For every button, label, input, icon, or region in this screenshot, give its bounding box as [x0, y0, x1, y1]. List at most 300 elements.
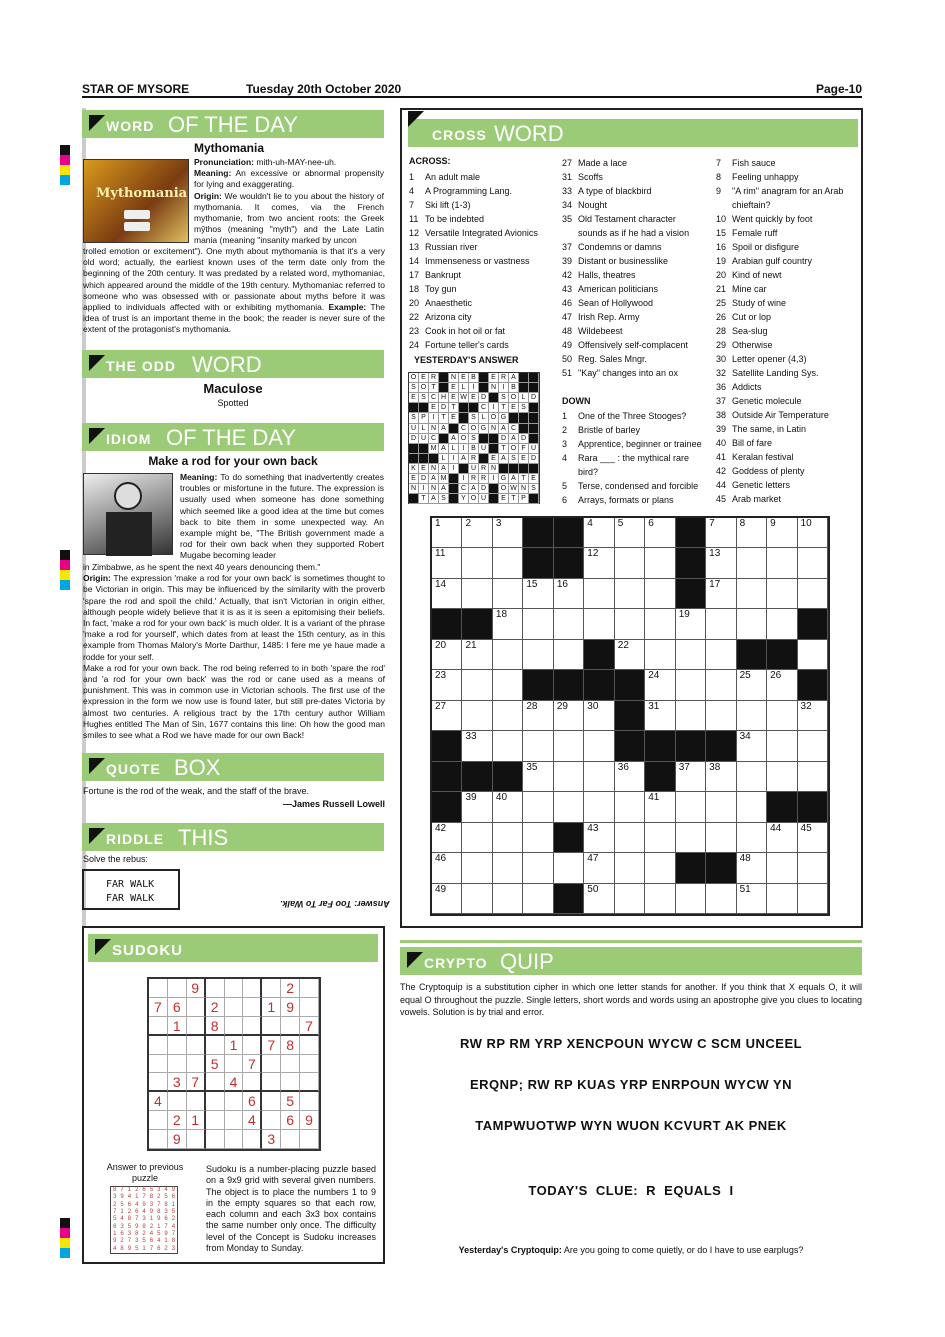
- sudoku-cell[interactable]: [225, 1111, 244, 1130]
- crossword-cell[interactable]: [676, 640, 706, 670]
- crossword-block: [584, 640, 614, 670]
- sudoku-cell[interactable]: [149, 1017, 168, 1036]
- crossword-cell[interactable]: [798, 548, 828, 578]
- crossword-cell[interactable]: 32: [798, 701, 828, 731]
- cryptoquip-heading: CRYPTO QUIP: [400, 947, 862, 975]
- answer-cell: 9: [127, 1245, 132, 1252]
- crossword-cell[interactable]: [645, 823, 675, 853]
- crossword-cell[interactable]: 22: [615, 640, 645, 670]
- sudoku-cell[interactable]: 7: [243, 1055, 262, 1074]
- crossword-cell[interactable]: [493, 853, 523, 883]
- sudoku-cell[interactable]: 2: [168, 1111, 187, 1130]
- sudoku-cell[interactable]: [168, 979, 187, 998]
- crossword-cell[interactable]: [737, 701, 767, 731]
- clue-number: 4: [562, 453, 568, 463]
- crossword-cell[interactable]: [767, 548, 797, 578]
- crossword-cell[interactable]: [767, 731, 797, 761]
- clue-number: 16: [716, 242, 727, 252]
- crossword-cell[interactable]: [462, 579, 492, 609]
- answer-cell: 4: [135, 1201, 139, 1208]
- crossword-cell[interactable]: 41: [645, 792, 675, 822]
- crossword-cell[interactable]: [798, 731, 828, 761]
- crossword-cell[interactable]: [798, 640, 828, 670]
- crossword-cell[interactable]: 25: [737, 670, 767, 700]
- crossword-cell[interactable]: [554, 640, 584, 670]
- crossword-cell[interactable]: [523, 731, 553, 761]
- crossword-cell[interactable]: [706, 609, 736, 639]
- crossword-cell[interactable]: 2: [462, 518, 492, 548]
- crossword-cell[interactable]: 36: [615, 762, 645, 792]
- crossword-cell[interactable]: [554, 609, 584, 639]
- idiom-title: Make a rod for your own back: [148, 454, 318, 468]
- sudoku-cell[interactable]: 7: [300, 1017, 319, 1036]
- crossword-cell[interactable]: [798, 853, 828, 883]
- crossword-cell[interactable]: 45: [798, 823, 828, 853]
- sudoku-cell[interactable]: [243, 1017, 262, 1036]
- crossword-cell[interactable]: [523, 609, 553, 639]
- idiom-heading: IDIOM OF THE DAY: [82, 423, 384, 451]
- crossword-cell[interactable]: [615, 579, 645, 609]
- crossword-cell[interactable]: [737, 548, 767, 578]
- crossword-cell[interactable]: 42: [432, 823, 462, 853]
- yesterday-cell: E: [409, 393, 419, 403]
- crossword-cell[interactable]: 16: [554, 579, 584, 609]
- sudoku-cell[interactable]: [187, 998, 206, 1017]
- crossword-cell[interactable]: [554, 792, 584, 822]
- crossword-cell[interactable]: [523, 823, 553, 853]
- clue-text: Cook in hot oil or fat: [425, 326, 506, 336]
- crossword-cell[interactable]: [615, 823, 645, 853]
- crossword-cell[interactable]: 3: [493, 518, 523, 548]
- crossword-cell[interactable]: 33: [462, 731, 492, 761]
- sudoku-cell[interactable]: [262, 1092, 281, 1111]
- sudoku-cell[interactable]: 9: [168, 1130, 187, 1149]
- crossword-cell[interactable]: 31: [645, 701, 675, 731]
- sudoku-cell[interactable]: 6: [168, 998, 187, 1017]
- sudoku-cell[interactable]: 5: [206, 1055, 225, 1074]
- clue-text: Russian river: [425, 242, 478, 252]
- sudoku-cell[interactable]: [300, 998, 319, 1017]
- sudoku-cell[interactable]: 7: [187, 1073, 206, 1092]
- answer-cell: 2: [135, 1187, 139, 1193]
- clue-item: [716, 478, 861, 492]
- answer-cell: 3: [127, 1231, 132, 1237]
- sudoku-cell[interactable]: 7: [149, 998, 168, 1017]
- sudoku-cell[interactable]: [225, 1092, 244, 1111]
- crossword-cell[interactable]: [462, 884, 492, 914]
- crossword-cell[interactable]: [737, 792, 767, 822]
- crossword-cell[interactable]: [615, 609, 645, 639]
- answer-cell: 3: [171, 1245, 176, 1252]
- answer-cell: 2: [149, 1223, 154, 1230]
- sudoku-cell[interactable]: [225, 1055, 244, 1074]
- sudoku-cell[interactable]: [262, 1111, 281, 1130]
- sudoku-cell[interactable]: [168, 1092, 187, 1111]
- crossword-cell[interactable]: 38: [706, 762, 736, 792]
- answer-cell: 8: [113, 1187, 117, 1193]
- sudoku-cell[interactable]: [262, 1055, 281, 1074]
- crossword-cell[interactable]: 24: [645, 670, 675, 700]
- answer-cell: 5: [113, 1216, 117, 1223]
- crossword-cell[interactable]: [645, 853, 675, 883]
- yesterday-cell: A: [439, 484, 449, 494]
- crossword-cell[interactable]: 4: [584, 518, 614, 548]
- sudoku-cell[interactable]: 5: [281, 1092, 300, 1111]
- sudoku-cell[interactable]: [300, 1092, 319, 1111]
- crossword-cell[interactable]: [706, 792, 736, 822]
- yesterday-cell: N: [449, 373, 459, 383]
- sudoku-cell[interactable]: [206, 1111, 225, 1130]
- sudoku-cell[interactable]: [300, 1036, 319, 1055]
- crossword-cell[interactable]: [706, 640, 736, 670]
- sudoku-cell[interactable]: 3: [168, 1073, 187, 1092]
- clue-number: 45: [716, 494, 727, 504]
- sudoku-cell[interactable]: [187, 1092, 206, 1111]
- sudoku-cell[interactable]: 6: [281, 1111, 300, 1130]
- crossword-cell[interactable]: [645, 609, 675, 639]
- crossword-cell[interactable]: 6: [645, 518, 675, 548]
- yesterday-row: [409, 403, 539, 413]
- yesterday-cell: U: [419, 434, 429, 444]
- sudoku-cell[interactable]: [149, 1055, 168, 1074]
- yesterday-cell: [459, 413, 469, 423]
- clue-text: Old Testament character: [578, 214, 676, 224]
- crossword-cell[interactable]: [676, 792, 706, 822]
- crossword-cell[interactable]: [676, 884, 706, 914]
- yesterday-cell: R: [469, 454, 479, 464]
- crossword-block: [767, 640, 797, 670]
- crossword-cell[interactable]: 8: [737, 518, 767, 548]
- crossword-cell[interactable]: [523, 792, 553, 822]
- crossword-cell[interactable]: 5: [615, 518, 645, 548]
- yesterday-cell: A: [509, 434, 519, 444]
- sudoku-cell[interactable]: [300, 979, 319, 998]
- crossword-cell[interactable]: 9: [767, 518, 797, 548]
- sudoku-cell[interactable]: [243, 1073, 262, 1092]
- clue-item: [409, 324, 559, 338]
- crossword-cell[interactable]: [676, 670, 706, 700]
- sudoku-cell[interactable]: [225, 998, 244, 1017]
- crossword-cell[interactable]: 30: [584, 701, 614, 731]
- answer-cell: 6: [127, 1201, 132, 1208]
- corner-triangle-icon: [95, 939, 111, 955]
- crossword-cell[interactable]: 37: [676, 762, 706, 792]
- sudoku-cell[interactable]: 4: [149, 1092, 168, 1111]
- crossword-cell[interactable]: 47: [584, 853, 614, 883]
- yesterday-cell: [489, 393, 499, 403]
- crossword-cell[interactable]: [554, 762, 584, 792]
- crossword-cell[interactable]: [493, 884, 523, 914]
- sudoku-cell[interactable]: [149, 1073, 168, 1092]
- crossword-cell[interactable]: 26: [767, 670, 797, 700]
- cryptoquip-line-1: RW RP RM YRP XENCPOUN WYCW C SCM UNCEEL: [459, 1036, 803, 1051]
- clue-item: [562, 170, 714, 184]
- crossword-cell[interactable]: [737, 579, 767, 609]
- crossword-cell[interactable]: 13: [706, 548, 736, 578]
- sudoku-cell[interactable]: 2: [281, 979, 300, 998]
- crossword-block: [798, 670, 828, 700]
- crossword-cell[interactable]: 7: [706, 518, 736, 548]
- crossword-cell[interactable]: 23: [432, 670, 462, 700]
- answer-cell: 9: [157, 1216, 161, 1223]
- crossword-cell[interactable]: 51: [737, 884, 767, 914]
- clue-item: [716, 366, 861, 380]
- crossword-cell[interactable]: [737, 762, 767, 792]
- yesterday-cell: [499, 464, 509, 474]
- across-label: ACROSS:: [409, 156, 451, 166]
- sudoku-cell[interactable]: 9: [300, 1111, 319, 1130]
- crossword-cell[interactable]: 35: [523, 762, 553, 792]
- crossword-cell[interactable]: [462, 548, 492, 578]
- sudoku-cell[interactable]: [206, 1092, 225, 1111]
- crossword-cell[interactable]: 43: [584, 823, 614, 853]
- crossword-cell[interactable]: [798, 884, 828, 914]
- crossword-block: [676, 731, 706, 761]
- answer-cell: 1: [135, 1194, 139, 1201]
- yesterday-cell: C: [509, 424, 519, 434]
- sudoku-cell[interactable]: [243, 1130, 262, 1149]
- sudoku-cell[interactable]: 1: [262, 998, 281, 1017]
- sudoku-cell[interactable]: [281, 1130, 300, 1149]
- sudoku-cell[interactable]: [225, 1130, 244, 1149]
- clue-text: Arab market: [732, 494, 782, 504]
- yesterday-cell: O: [499, 484, 509, 494]
- crossword-cell[interactable]: [737, 823, 767, 853]
- clue-text: Outside Air Temperature: [732, 410, 829, 420]
- crossword-cell[interactable]: [767, 884, 797, 914]
- sudoku-cell[interactable]: [262, 979, 281, 998]
- sudoku-cell[interactable]: [206, 979, 225, 998]
- sudoku-cell[interactable]: 2: [206, 998, 225, 1017]
- sudoku-cell[interactable]: 4: [243, 1111, 262, 1130]
- crossword-cell[interactable]: [493, 640, 523, 670]
- crossword-cell[interactable]: [493, 548, 523, 578]
- crossword-cell[interactable]: 29: [554, 701, 584, 731]
- yesterday-cell: R: [469, 474, 479, 484]
- crossword-cell[interactable]: [493, 579, 523, 609]
- crossword-cell[interactable]: 19: [676, 609, 706, 639]
- clue-item: [562, 451, 714, 465]
- crossword-cell[interactable]: [706, 701, 736, 731]
- sudoku-cell[interactable]: [262, 1017, 281, 1036]
- crossword-cell[interactable]: 34: [737, 731, 767, 761]
- sudoku-cell[interactable]: [225, 979, 244, 998]
- crossword-cell[interactable]: [584, 609, 614, 639]
- crossword-cell[interactable]: [584, 762, 614, 792]
- corner-triangle-icon: [89, 758, 105, 774]
- yesterday-cell: [479, 434, 489, 444]
- yesterday-cell: R: [499, 373, 509, 383]
- crossword-cell[interactable]: [462, 823, 492, 853]
- clue-text: Sean of Hollywood: [578, 298, 654, 308]
- crossword-cell[interactable]: 21: [462, 640, 492, 670]
- sudoku-cell[interactable]: [187, 1055, 206, 1074]
- crossword-cell[interactable]: [737, 609, 767, 639]
- crossword-cell[interactable]: [554, 731, 584, 761]
- down-clues-col3: [716, 156, 861, 506]
- sudoku-cell[interactable]: [281, 1055, 300, 1074]
- sudoku-cell[interactable]: [300, 1055, 319, 1074]
- yesterday-cell: D: [499, 434, 509, 444]
- sudoku-cell[interactable]: 1: [225, 1036, 244, 1055]
- crossword-cell[interactable]: [615, 853, 645, 883]
- crossword-cell[interactable]: 46: [432, 853, 462, 883]
- crossword-cell[interactable]: [767, 579, 797, 609]
- sudoku-cell[interactable]: [262, 1073, 281, 1092]
- crossword-cell[interactable]: [493, 670, 523, 700]
- crossword-cell[interactable]: 14: [432, 579, 462, 609]
- crossword-cell[interactable]: 1: [432, 518, 462, 548]
- crossword-block: [798, 609, 828, 639]
- answer-cell: 1: [157, 1223, 161, 1230]
- sudoku-grid[interactable]: [147, 977, 321, 1151]
- answer-cell: 7: [120, 1187, 124, 1193]
- crossword-cell[interactable]: [462, 701, 492, 731]
- sudoku-cell[interactable]: 9: [187, 979, 206, 998]
- crossword-cell[interactable]: 10: [798, 518, 828, 548]
- clue-number: 9: [716, 186, 722, 196]
- yesterday-cell: [489, 444, 499, 454]
- answer-cell: 6: [135, 1209, 139, 1215]
- answer-cell: 4: [149, 1231, 154, 1237]
- answer-cell: 8: [171, 1238, 176, 1245]
- crossword-cell[interactable]: 49: [432, 884, 462, 914]
- sudoku-cell[interactable]: [281, 1073, 300, 1092]
- clue-number: 13: [409, 242, 420, 252]
- crossword-cell[interactable]: [706, 670, 736, 700]
- crossword-cell[interactable]: [767, 609, 797, 639]
- crossword-cell[interactable]: 27: [432, 701, 462, 731]
- yesterday-cell: G: [499, 413, 509, 423]
- sudoku-cell[interactable]: 8: [281, 1036, 300, 1055]
- crossword-cell[interactable]: 20: [432, 640, 462, 670]
- sudoku-cell[interactable]: [206, 1130, 225, 1149]
- sudoku-cell[interactable]: [168, 1036, 187, 1055]
- crossword-cell[interactable]: [523, 853, 553, 883]
- crossword-cell[interactable]: [706, 823, 736, 853]
- sudoku-cell[interactable]: [187, 1130, 206, 1149]
- crossword-cell[interactable]: [584, 579, 614, 609]
- sudoku-cell[interactable]: [168, 1055, 187, 1074]
- wotd-body-top: Pronunciation: mith-uh-MAY-nee-uh. Meaning: An excessive or abnormal propensity for lying and exaggerating. Origin: We wouldn't lie to you about the history of mythomania. It comes, via the French mythomanie, from two ancient roots: the Greek mŷthos (meaning "myth") and the Late Latin mania (meaning "insanity marked by uncon: [194, 157, 384, 245]
- crossword-cell[interactable]: 50: [584, 884, 614, 914]
- sudoku-cell[interactable]: [149, 1130, 168, 1149]
- sudoku-cell[interactable]: [187, 1036, 206, 1055]
- sudoku-cell[interactable]: [206, 1036, 225, 1055]
- crossword-cell[interactable]: [523, 640, 553, 670]
- clue-number: 37: [716, 396, 727, 406]
- crossword-cell[interactable]: [645, 640, 675, 670]
- crossword-cell[interactable]: [462, 670, 492, 700]
- sudoku-cell[interactable]: 6: [243, 1092, 262, 1111]
- crossword-cell[interactable]: [767, 701, 797, 731]
- clue-number: 11: [409, 214, 419, 224]
- crossword-cell[interactable]: 39: [462, 792, 492, 822]
- crossword-cell[interactable]: [584, 792, 614, 822]
- crossword-cell[interactable]: [615, 792, 645, 822]
- sudoku-cell[interactable]: 1: [168, 1017, 187, 1036]
- yesterday-cell: [529, 434, 539, 444]
- sudoku-cell[interactable]: [149, 1036, 168, 1055]
- yesterday-cell: [449, 484, 459, 494]
- answer-cell: 6: [149, 1238, 154, 1245]
- clue-text: An adult male: [425, 172, 481, 182]
- crossword-grid[interactable]: [430, 516, 830, 916]
- crossword-cell[interactable]: [462, 853, 492, 883]
- sudoku-cell[interactable]: [206, 1073, 225, 1092]
- crossword-cell[interactable]: 15: [523, 579, 553, 609]
- crossword-cell[interactable]: [645, 579, 675, 609]
- sudoku-cell[interactable]: 4: [225, 1073, 244, 1092]
- answer-cell: 3: [157, 1187, 161, 1193]
- sudoku-cell[interactable]: [300, 1130, 319, 1149]
- crossword-cell[interactable]: 12: [584, 548, 614, 578]
- crossword-cell[interactable]: [615, 884, 645, 914]
- crossword-cell[interactable]: [615, 548, 645, 578]
- sudoku-cell[interactable]: 1: [187, 1111, 206, 1130]
- sudoku-cell[interactable]: 9: [281, 998, 300, 1017]
- yesterday-cell: [419, 444, 429, 454]
- crossword-cell[interactable]: [767, 853, 797, 883]
- sudoku-cell[interactable]: [149, 1111, 168, 1130]
- crossword-cell[interactable]: [645, 884, 675, 914]
- crossword-cell[interactable]: [584, 731, 614, 761]
- crossword-cell[interactable]: 17: [706, 579, 736, 609]
- clue-item: [562, 352, 714, 366]
- crossword-cell[interactable]: 40: [493, 792, 523, 822]
- crossword-cell[interactable]: [706, 884, 736, 914]
- sudoku-cell[interactable]: [243, 1036, 262, 1055]
- crossword-cell[interactable]: [493, 731, 523, 761]
- sudoku-cell[interactable]: [243, 979, 262, 998]
- clue-item: [716, 310, 861, 324]
- sudoku-cell[interactable]: [187, 1017, 206, 1036]
- crossword-cell[interactable]: [493, 701, 523, 731]
- crossword-cell[interactable]: [676, 823, 706, 853]
- yesterday-cell: S: [499, 393, 509, 403]
- clue-item: [409, 268, 559, 282]
- crossword-cell[interactable]: [798, 579, 828, 609]
- crossword-cell[interactable]: 44: [767, 823, 797, 853]
- sudoku-cell[interactable]: 3: [262, 1130, 281, 1149]
- sudoku-cell[interactable]: [281, 1017, 300, 1036]
- clue-item: [716, 492, 861, 506]
- clue-item: [562, 198, 714, 212]
- yesterday-row: [409, 444, 539, 454]
- crossword-cell[interactable]: [767, 762, 797, 792]
- sudoku-cell[interactable]: [243, 998, 262, 1017]
- crossword-cell[interactable]: 18: [493, 609, 523, 639]
- sudoku-cell[interactable]: [225, 1017, 244, 1036]
- sudoku-cell[interactable]: 7: [262, 1036, 281, 1055]
- crossword-cell[interactable]: [554, 853, 584, 883]
- crossword-cell[interactable]: [493, 823, 523, 853]
- sudoku-cell[interactable]: [149, 979, 168, 998]
- crossword-cell[interactable]: [798, 762, 828, 792]
- odd-word-heading: THE ODD WORD: [82, 350, 384, 378]
- crossword-cell[interactable]: 28: [523, 701, 553, 731]
- crossword-cell[interactable]: [523, 884, 553, 914]
- clue-number: 48: [562, 326, 573, 336]
- crossword-cell[interactable]: 48: [737, 853, 767, 883]
- crossword-cell[interactable]: 11: [432, 548, 462, 578]
- crossword-cell[interactable]: [676, 701, 706, 731]
- crossword-cell[interactable]: [645, 548, 675, 578]
- yesterday-answer-label: YESTERDAY'S ANSWER: [414, 355, 519, 365]
- sudoku-cell[interactable]: [300, 1073, 319, 1092]
- sudoku-cell[interactable]: 8: [206, 1017, 225, 1036]
- yesterday-cell: E: [469, 393, 479, 403]
